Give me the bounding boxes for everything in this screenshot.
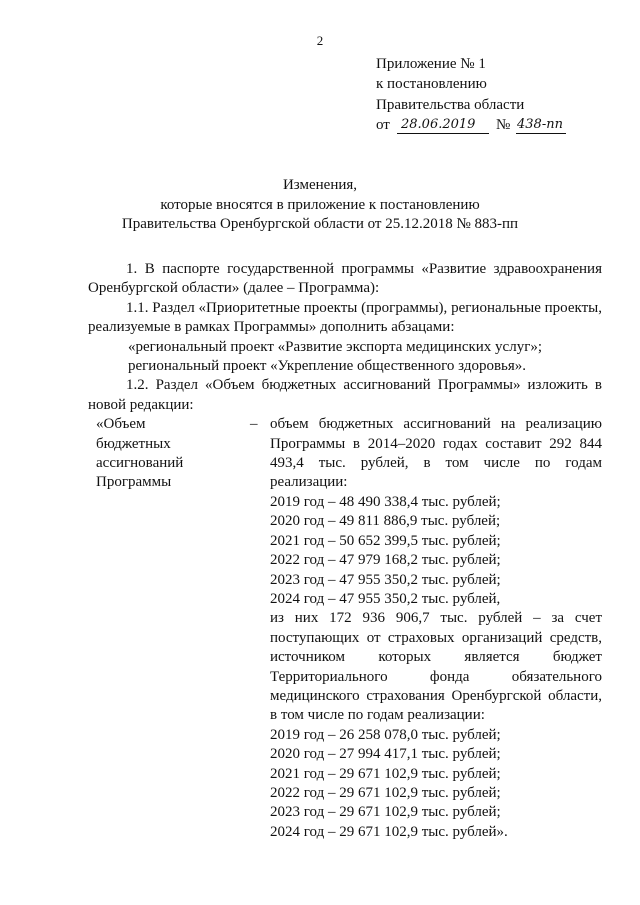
year-total-row: 2024 год – 47 955 350,2 тыс. рублей, bbox=[270, 590, 501, 607]
year-total-row: 2021 год – 50 652 399,5 тыс. рублей; bbox=[270, 532, 501, 549]
appendix-header bbox=[376, 54, 616, 135]
budget-table bbox=[88, 415, 602, 842]
label-line-3: ассигнований bbox=[96, 455, 184, 472]
year-total-row: 2019 год – 48 490 338,4 тыс. рублей; bbox=[270, 493, 501, 510]
paragraph-1-1: 1.1. Раздел «Приоритетные проекты (программы), региональные проекты, реализуемые в рамках Программы» дополнить абзацами: bbox=[88, 299, 602, 336]
title-line-3: Правительства Оренбургской области от 25.12.2018 № 883-пп bbox=[121, 216, 519, 232]
paragraph-1-1-b: региональный проект «Укрепление общественного здоровья». bbox=[128, 358, 527, 375]
year-insurance-row: 2024 год – 29 671 102,9 тыс. рублей». bbox=[270, 823, 508, 840]
date-value: 28.06.2019 bbox=[397, 115, 489, 134]
appendix-line-1: Приложение № 1 bbox=[376, 56, 486, 72]
insurance-funds-paragraph: из них 172 936 906,7 тыс. рублей – за счет поступающих от страховых организаций средств, источником которых является бюджет Территориального фонда обязательного медицинского страхования Оренбургской области, в том числе по годам реализации: bbox=[270, 610, 602, 724]
budget-intro: объем бюджетных ассигнований на реализацию Программы в 2014–2020 годах составит 292 844 493,4 тыс. рублей, в том числе по годам реализации: bbox=[270, 416, 602, 491]
appendix-line-3: Правительства области bbox=[376, 96, 525, 113]
number-value: 438-пп bbox=[516, 115, 566, 134]
paragraph-1-1-a: «региональный проект «Развитие экспорта медицинских услуг»; bbox=[128, 338, 543, 355]
date-number-row bbox=[376, 115, 616, 135]
page-number: 2 bbox=[316, 33, 324, 48]
year-insurance-row: 2019 год – 26 258 078,0 тыс. рублей; bbox=[270, 726, 501, 743]
paragraph-1: 1. В паспорте государственной программы «Развитие здравоохранения Оренбургской области» (далее – Программа): bbox=[88, 261, 602, 297]
year-total-row: 2022 год – 47 979 168,2 тыс. рублей; bbox=[270, 552, 501, 569]
label-line-2: бюджетных bbox=[96, 435, 171, 452]
year-insurance-row: 2020 год – 27 994 417,1 тыс. рублей; bbox=[270, 746, 501, 763]
year-total-row: 2020 год – 49 811 886,9 тыс. рублей; bbox=[270, 513, 501, 530]
title-line-1: Изменения, bbox=[282, 177, 358, 193]
label-line-4: Программы bbox=[96, 474, 172, 491]
document-title bbox=[0, 176, 640, 235]
paragraph-1-2: 1.2. Раздел «Объем бюджетных ассигнований Программы» изложить в новой редакции: bbox=[88, 377, 602, 413]
year-total-row: 2023 год – 47 955 350,2 тыс. рублей; bbox=[270, 571, 501, 588]
year-insurance-row: 2023 год – 29 671 102,9 тыс. рублей; bbox=[270, 804, 501, 821]
title-line-2: которые вносятся в приложение к постановлению bbox=[160, 196, 480, 213]
year-insurance-row: 2022 год – 29 671 102,9 тыс. рублей; bbox=[270, 784, 501, 801]
year-insurance-row: 2021 год – 29 671 102,9 тыс. рублей; bbox=[270, 765, 501, 782]
table-dash: – bbox=[250, 416, 258, 433]
budget-table-content bbox=[270, 415, 602, 842]
appendix-line-2: к постановлению bbox=[376, 76, 487, 93]
number-label: № bbox=[496, 116, 511, 133]
document-body bbox=[88, 260, 602, 842]
from-label: от bbox=[376, 116, 390, 133]
label-line-1: «Объем bbox=[96, 416, 146, 433]
budget-table-label bbox=[88, 415, 250, 842]
